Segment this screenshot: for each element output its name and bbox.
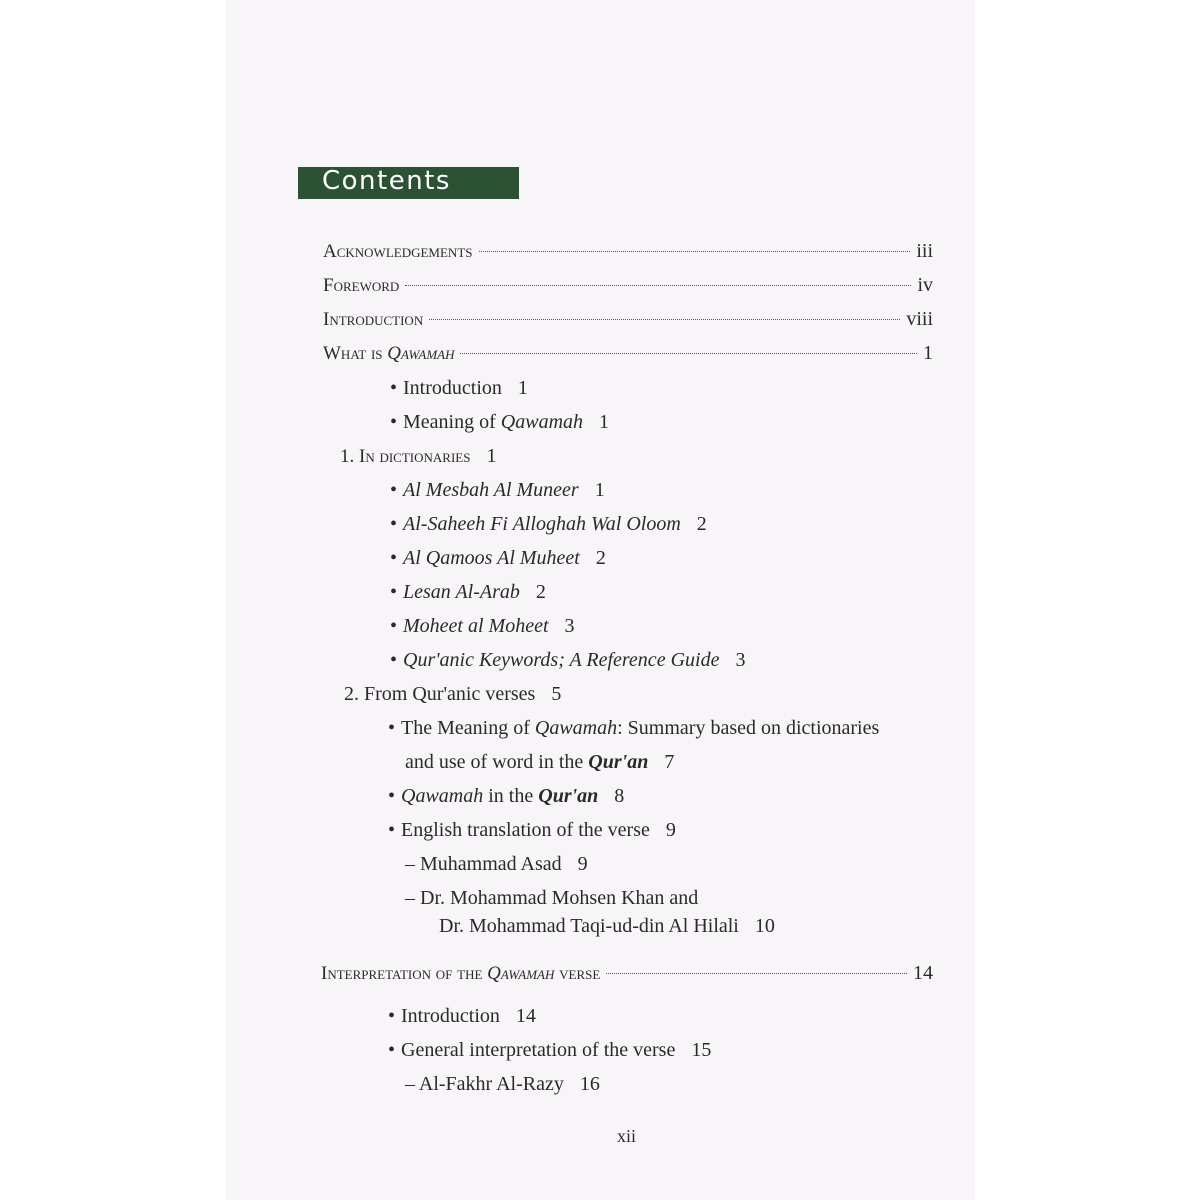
- page-title: Contents: [322, 166, 451, 196]
- toc-dict-item: • Qur'anic Keywords; A Reference Guide 3: [390, 649, 746, 671]
- toc-dict-item: • Moheet al Moheet 3: [390, 615, 575, 637]
- toc-page: iv: [917, 274, 933, 296]
- toc-label: Acknowledgements: [323, 241, 473, 262]
- toc-label: Interpretation of the Qawamah verse: [321, 963, 601, 984]
- toc-page: viii: [906, 308, 933, 330]
- toc-page: 1: [923, 342, 933, 364]
- toc-entry-interpretation: [321, 962, 933, 986]
- toc-sub-introduction-2: • Introduction 14: [388, 1005, 536, 1027]
- toc-label: Introduction: [323, 309, 424, 330]
- toc-dict-item: • Al Mesbah Al Muneer 1: [390, 479, 605, 501]
- toc-label: Foreword: [323, 275, 400, 296]
- dot-leader: [405, 285, 911, 286]
- dot-leader: [460, 353, 917, 354]
- toc-entry-foreword: [323, 274, 933, 298]
- toc-sub-from-verses: 2. From Qur'anic verses 5: [344, 683, 562, 705]
- toc-entry-acknowledgements: [323, 240, 933, 264]
- dot-leader: [479, 251, 911, 252]
- toc-entry-what-is-qawamah: [323, 342, 933, 366]
- toc-sub-in-dictionaries: 1. In dictionaries 1: [340, 445, 497, 467]
- toc-dict-item: • Al-Saheeh Fi Alloghah Wal Oloom 2: [390, 513, 707, 535]
- toc-razy: – Al-Fakhr Al-Razy 16: [405, 1073, 600, 1095]
- toc-general-interpretation: • General interpretation of the verse 15: [388, 1039, 712, 1061]
- toc-english-translation: • English translation of the verse 9: [388, 819, 676, 841]
- toc-page: iii: [916, 240, 933, 262]
- toc-meaning-summary-line2: and use of word in the Qur'an 7: [405, 751, 675, 773]
- toc-dict-item: • Al Qamoos Al Muheet 2: [390, 547, 606, 569]
- toc-khan-line1: – Dr. Mohammad Mohsen Khan and: [405, 887, 699, 909]
- toc-asad: – Muhammad Asad 9: [405, 853, 588, 875]
- toc-entry-introduction: [323, 308, 933, 332]
- dot-leader: [429, 319, 900, 320]
- toc-label: What is Qawamah: [323, 343, 455, 364]
- dot-leader: [606, 973, 907, 974]
- toc-sub-introduction: • Introduction 1: [390, 377, 528, 399]
- toc-page: 14: [913, 962, 933, 984]
- toc-qawamah-in-quran: • Qawamah in the Qur'an 8: [388, 785, 625, 807]
- page-number: xii: [617, 1126, 637, 1146]
- toc-sub-meaning: • Meaning of Qawamah 1: [390, 411, 610, 433]
- toc-meaning-summary-line1: • The Meaning of Qawamah: Summary based on dictionaries: [388, 717, 880, 739]
- toc-khan-line2: Dr. Mohammad Taqi-ud-din Al Hilali 10: [439, 915, 775, 937]
- toc-dict-item: • Lesan Al-Arab 2: [390, 581, 546, 603]
